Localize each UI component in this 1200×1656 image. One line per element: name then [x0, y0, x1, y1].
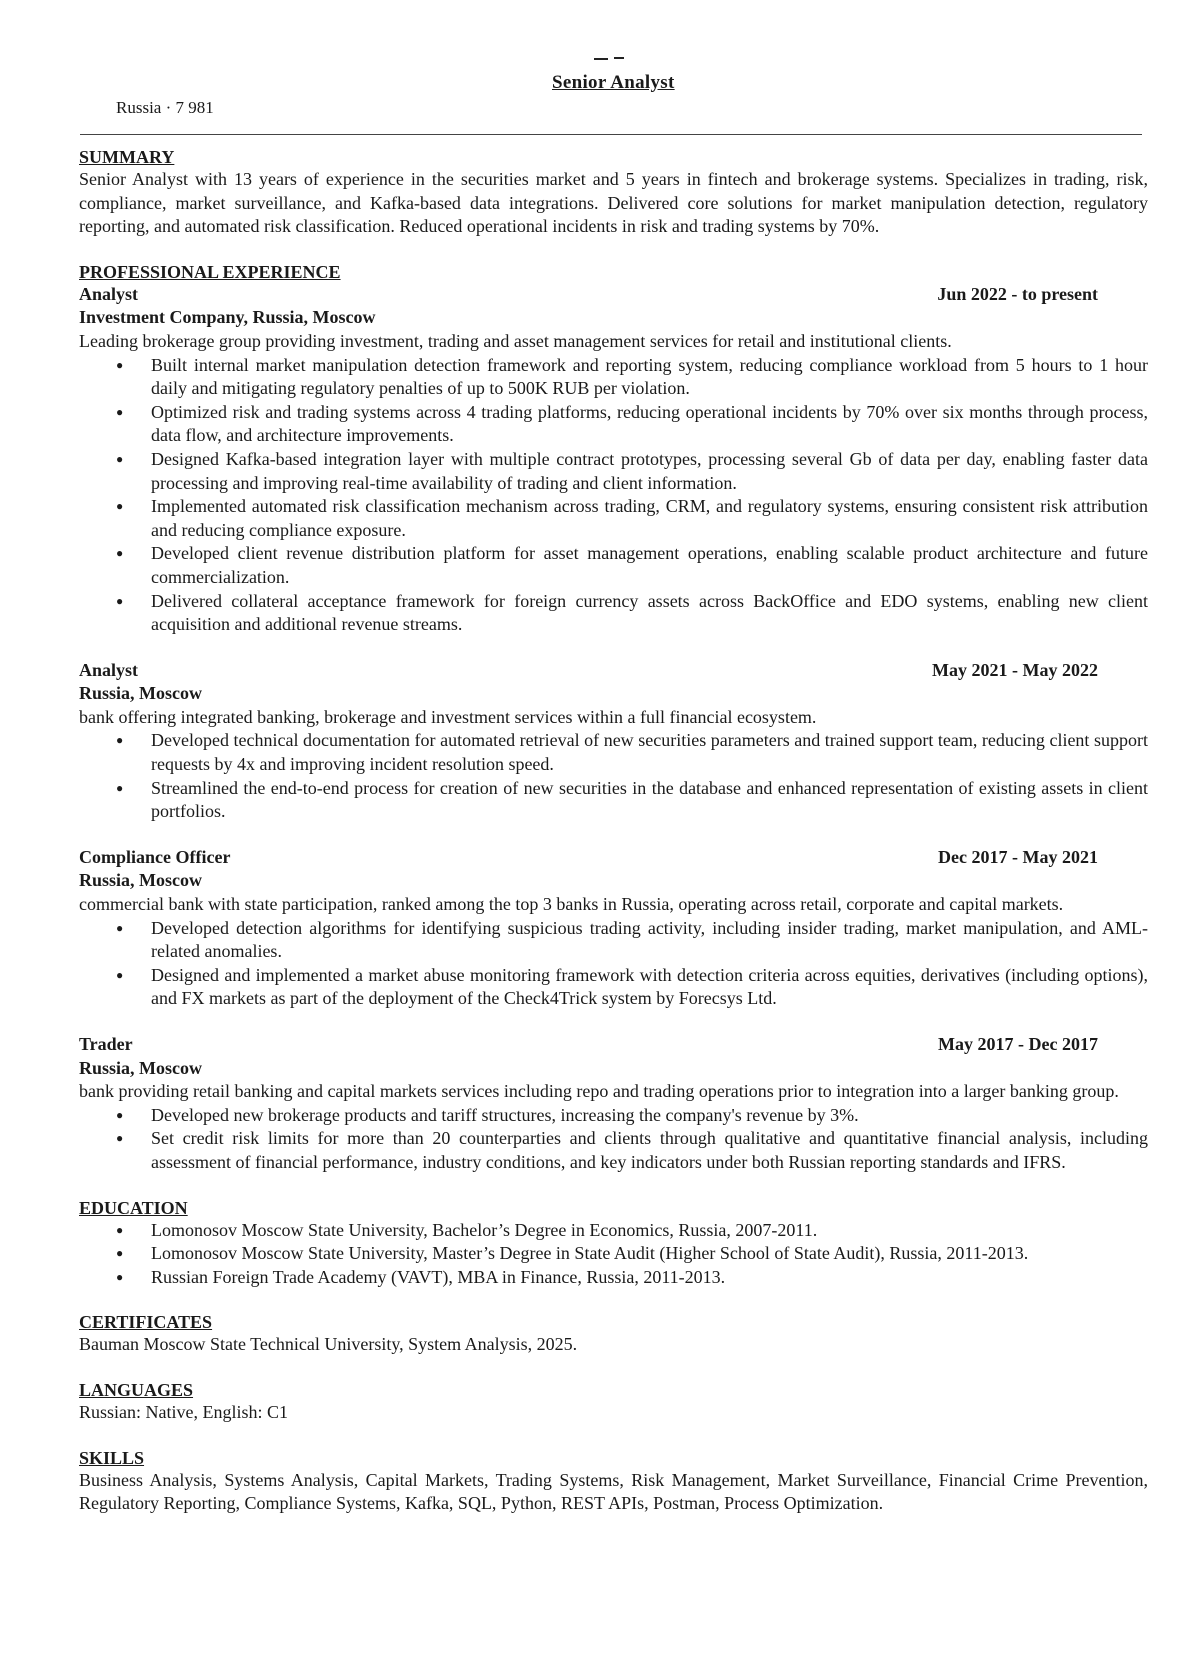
education-list	[79, 1219, 1148, 1290]
job-title-row	[79, 659, 1148, 683]
list-item: ● Developed client revenue distribution platform for asset management operations, enabling scalable product architecture and future commercialization.	[79, 542, 1148, 589]
list-item: ● Designed and implemented a market abuse monitoring framework with detection criteria across equities, derivatives (including options), and FX markets as part of the deployment of the Check4Trick system by Forecsys Ltd.	[79, 964, 1148, 1011]
job-organization: Russia, Moscow	[79, 1057, 203, 1078]
list-item: ● Optimized risk and trading systems across 4 trading platforms, reducing operational incidents by 70% over six months through process, data flow, and architecture improvements.	[79, 401, 1148, 448]
job-title: Compliance Officer	[79, 846, 231, 867]
header-divider	[80, 134, 1142, 135]
languages-heading: LANGUAGES	[79, 1379, 194, 1400]
job-bullets	[79, 729, 1148, 823]
experience-section	[79, 261, 1148, 1175]
list-item: ● Developed new brokerage products and tariff structures, increasing the company's revenue by 3%.	[79, 1104, 1148, 1128]
skills-section	[79, 1447, 1148, 1516]
job-title: Analyst	[79, 659, 139, 680]
job-title-row	[79, 1033, 1148, 1057]
job-entry	[79, 659, 1148, 824]
list-item: ● Designed Kafka-based integration layer with multiple contract prototypes, processing several Gb of data per day, enabling faster data processing and improving real-time availability of trading and client information.	[79, 448, 1148, 495]
list-item: ● Streamlined the end-to-end process for creation of new securities in the database and enhanced representation of existing assets in client portfolios.	[79, 777, 1148, 824]
list-item: ● Lomonosov Moscow State University, Bachelor’s Degree in Economics, Russia, 2007-2011.	[79, 1219, 1148, 1243]
certificates-heading: CERTIFICATES	[79, 1312, 213, 1333]
languages-text: Russian: Native, English: C1	[79, 1401, 288, 1422]
job-bullets	[79, 354, 1148, 637]
list-item: ● Developed technical documentation for automated retrieval of new securities parameters and trained support team, reducing client support requests by 4x and improving incident resolution speed.	[79, 729, 1148, 776]
list-item: ● Set credit risk limits for more than 20 counterparties and clients through qualitative and quantitative financial analysis, including assessment of financial performance, industry conditions, and key indicators under both Russian reporting standards and IFRS.	[79, 1127, 1148, 1174]
languages-section	[79, 1379, 1148, 1425]
skills-heading: SKILLS	[79, 1447, 145, 1468]
job-description: Leading brokerage group providing investment, trading and asset management services for retail and institutional clients.	[79, 330, 952, 351]
resume-title: Senior Analyst	[552, 72, 675, 93]
list-item: ● Built internal market manipulation detection framework and reporting system, reducing compliance workload from 5 hours to 1 hour daily and mitigating regulatory penalties of up to 500K RUB per violation.	[79, 354, 1148, 401]
summary-heading: SUMMARY	[79, 147, 175, 167]
list-item: ● Implemented automated risk classification mechanism across trading, CRM, and regulatory systems, ensuring consistent risk attribution and reducing compliance exposure.	[79, 495, 1148, 542]
job-entry	[79, 283, 1148, 637]
job-bullets	[79, 1104, 1148, 1175]
job-title-row	[79, 283, 1148, 307]
education-section	[79, 1197, 1148, 1290]
job-entry	[79, 1033, 1148, 1175]
job-dates: Jun 2022 - to present	[937, 283, 1098, 304]
experience-heading: PROFESSIONAL EXPERIENCE	[79, 261, 341, 282]
resume-body	[79, 146, 1148, 1538]
job-bullets	[79, 917, 1148, 1011]
summary-text: Senior Analyst with 13 years of experience in the securities market and 5 years in fintech and brokerage systems. Specializes in trading, risk, compliance, market surveillance, and Kafka-based data integrations. Delivered core solutions for market manipulation detection, regulatory reporting, and automated risk classification. Reduced operational incidents in risk and trading systems by 70%.	[79, 169, 1148, 237]
contact-location-phone: Russia · 7 981	[116, 98, 214, 117]
job-organization: Investment Company, Russia, Moscow	[79, 307, 376, 328]
job-dates: May 2021 - May 2022	[932, 659, 1098, 680]
job-title-row	[79, 846, 1148, 870]
certificates-section	[79, 1311, 1148, 1357]
summary-section	[79, 146, 1148, 239]
job-description: bank offering integrated banking, brokerage and investment services within a full financial ecosystem.	[79, 706, 817, 727]
job-dates: Dec 2017 - May 2021	[938, 846, 1098, 867]
job-description: commercial bank with state participation, ranked among the top 3 banks in Russia, operating across retail, corporate and capital markets.	[79, 894, 1064, 915]
job-title: Trader	[79, 1034, 133, 1054]
skills-text: Business Analysis, Systems Analysis, Capital Markets, Trading Systems, Risk Management, Market Surveillance, Financial Crime Prevention, Regulatory Reporting, Compliance Systems, Kafka, SQL, Python, REST APIs, Postman, Process Optimization.	[79, 1469, 1148, 1514]
job-organization: Russia, Moscow	[79, 683, 203, 704]
job-dates: May 2017 - Dec 2017	[938, 1034, 1098, 1054]
job-organization: Russia, Moscow	[79, 870, 203, 891]
education-heading: EDUCATION	[79, 1197, 188, 1218]
certificates-text: Bauman Moscow State Technical University, System Analysis, 2025.	[79, 1334, 578, 1355]
list-item: ● Delivered collateral acceptance framework for foreign currency assets across BackOffice and EDO systems, enabling new client acquisition and additional revenue streams.	[79, 590, 1148, 637]
header-decoration	[594, 56, 630, 62]
list-item: ● Developed detection algorithms for identifying suspicious trading activity, including insider trading, market manipulation, and AML-related anomalies.	[79, 917, 1148, 964]
list-item: ● Russian Foreign Trade Academy (VAVT), MBA in Finance, Russia, 2011-2013.	[79, 1266, 1148, 1290]
list-item: ● Lomonosov Moscow State University, Master’s Degree in State Audit (Higher School of State Audit), Russia, 2011-2013.	[79, 1242, 1148, 1266]
job-title: Analyst	[79, 283, 139, 304]
job-description: bank providing retail banking and capital markets services including repo and trading operations prior to integration into a larger banking group.	[79, 1081, 1119, 1102]
job-entry	[79, 846, 1148, 1011]
